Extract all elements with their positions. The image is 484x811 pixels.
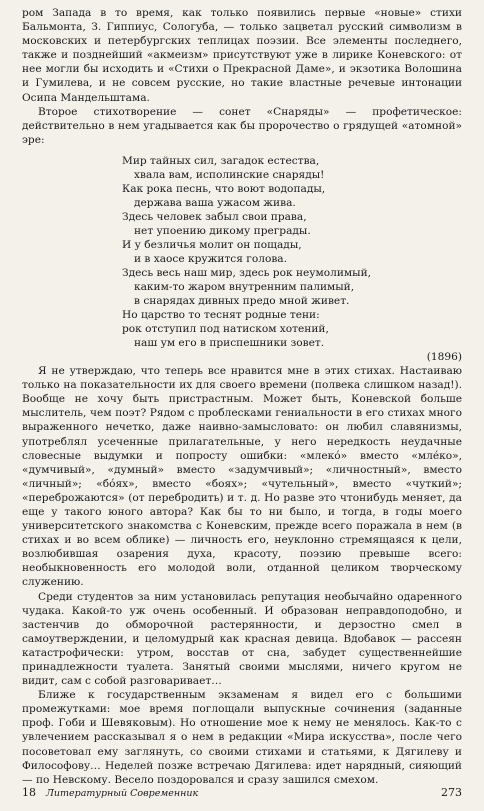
poem-line: наш ум его в приспешники зовет.: [134, 336, 325, 349]
poem-line: Здесь человек забыл свои права,: [122, 210, 307, 223]
poem-line: в снарядах дивных предо мной живет.: [134, 294, 350, 307]
paragraph-assessment: Я не утверждаю, что теперь все нравится мне в этих стихах. Настаиваю только на показательности их для своего времени (полвека слишком назад!). Вообще не хочу быть пристрастным. Может быть, Коневской больше мыслитель, чем поэт? Рядом с проблесками гениальности в его стихах много выраженного нечетко, даже наивно-замысловато: он любил славянизмы, употреблял усеченные прилагательные, у него нередкость неудачные словесные выдумки и попросту ошибки: «млекó» вместо «млéко», «думчивый», «думный» вместо «задумчивый»; «личностный», вместо «личный»; «бóях», вместо «боях»; «чутельный», вместо «чуткий»; «переброжаются» (от перебродить) и т. д. Но разве это чтонибудь меняет, да еще у такого юного автора? Как бы то ни было, и тогда, в годы моего университетского знакомства с Коневским, прежде всего поражала в нем (в стихах и во всем облике) — личность его, неуклонно стремящаяся к цели, возлюбившая озарения духа, красоту, поэзию превыше всего: необыкновенность его молодой воли, отданной целиком творческому служению.: [22, 365, 462, 589]
poem-line: Здесь весь наш мир, здесь рок неумолимый,: [122, 266, 372, 279]
poem-line: И у безличья молит он пощады,: [122, 238, 302, 251]
page-footer: [22, 786, 462, 799]
poem-line: нет упоению дикому преграды.: [134, 224, 311, 237]
paragraph-intro: ром Запада в то время, как только появились первые «новые» стихи Бальмонта, З. Гиппиус, Сологуба, — только зацветал русский символизм в московских и петербургских теплицах поэзии. Все элементы последнего, также и позднейший «акмеизм» присутствуют уже в лирике Коневского: от нее могли бы исходить и «Стихи о Прекрасной Даме», и экзотика Волошина и Гумилева, и не совсем русские, но такие властные речевые интонации Осипа Мандельштама.: [22, 7, 462, 104]
page-number: 273: [441, 786, 462, 799]
poem-line: Но царство то теснят родные тени:: [122, 308, 320, 321]
journal-name: Литературный Современник: [46, 788, 199, 799]
poem-line: рок отступил под натиском хотений,: [122, 322, 329, 335]
paragraph-students: Среди студентов за ним установилась репутация необычайно одаренного чудака. Какой-то уж очень особенный. И образован неправдоподобно, и застенчив до обморочной растерянности, и дерзостно смел в самоутверждении, и целомудрый как красная девица. Вдобавок — рассеян катастрофически: утром, восстав от сна, забудет существеннейшие принадлежности туалета. Занятый своими мыслями, ничего кругом не видит, сам с собой разговаривает…: [22, 590, 462, 688]
paragraph-sonnet-intro: Второе стихотворение — сонет «Снаряды» — профетическое: действительно в нем угадывается как бы пророчество о грядущей «атомной» эре:: [22, 105, 462, 146]
page-text: [22, 6, 462, 787]
paragraph-exams: Ближе к государственным экзаменам я видел его с большими промежутками: мое время поглощали выпускные сочинения (заданные проф. Гоби и Шевяковым). Но отношение мое к нему не менялось. Как-то с увлечением рассказывал я о нем в редакции «Мира искусства», после чего посоветовал ему заглянуть, со своими стихами и статьями, к Дягилеву и Философову… Неделей позже встречаю Дягилева: идет нарядный, сияющий — по Невскому. Весело поздоровался и сразу зашился смехом.: [22, 689, 462, 786]
poem-line: Мир тайных сил, загадок естества,: [122, 154, 320, 167]
signature-number: 18: [22, 786, 36, 799]
poem-line: и в хаосе кружится голова.: [134, 252, 287, 265]
poem-line: хвала вам, исполинские снаряды!: [134, 168, 325, 181]
poem-date: (1896): [426, 350, 462, 363]
poem-snaryady: [22, 154, 462, 350]
poem-line: каким-то жаром внутренним палимый,: [134, 280, 355, 293]
poem-line: Как рока песнь, что воют водопады,: [122, 182, 326, 195]
poem-line: держава ваша ужасом жива.: [134, 196, 296, 209]
